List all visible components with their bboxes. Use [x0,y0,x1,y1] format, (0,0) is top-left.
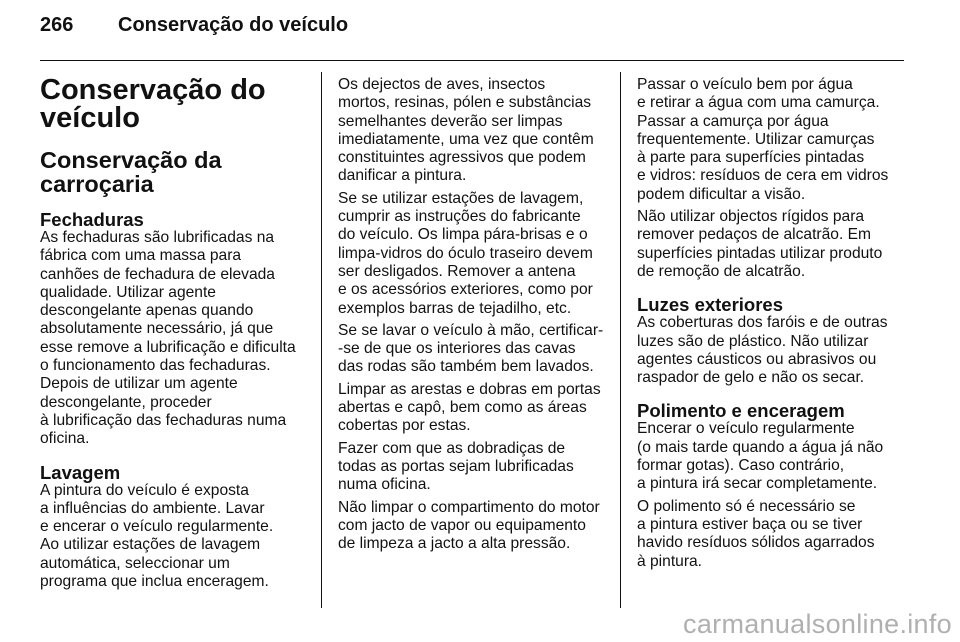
column-divider-1 [321,72,322,608]
paragraph-edges: Limpar as arestas e dobras em portas abertas e capô, bem como as áreas cobertas por estas. [338,380,601,435]
header-rule [40,60,904,61]
column-3 [637,76,901,585]
paragraph-engine: Não limpar o compartimento do motor com jacto de vapor ou equipamento de limpeza a jacto a alta pressão. [338,498,600,553]
paragraph-rinse: Passar o veículo bem por água e retirar a água com uma camurça. Passar a camurça por água frequentemente. Utilizar camurças à parte para superfícies pintadas e vidros: resíduos de cera em vidros podem dificultar a visão. [637,76,889,203]
page-number: 266 [40,14,74,36]
section-title: Conservação da carroçaria [40,147,222,197]
chapter-title: Conservação do veículo [40,74,266,134]
paragraph-hand-wash: Se se lavar o veículo à mão, certificar- -se de que os interiores das cavas das rodas são também bem lavados. [338,321,604,376]
locks-section [40,210,310,449]
running-title: Conservação do veículo [118,14,349,36]
paragraph-tar: Não utilizar objectos rígidos para remover pedaços de alcatrão. Em superfícies pintadas utilizar produto de remoção de alcatrão. [637,208,883,280]
locks-text: As fechaduras são lubrificadas na fábrica com uma massa para canhões de fechadura de elevada qualidade. Utilizar agente descongelante apenas quando absolutamente necessário, já que esse remove a lubrificação e dificulta o funcionamento das fechaduras. Depois de utilizar um agente descongelante, proceder à lubrificação das fechaduras numa oficina. [40,229,296,448]
polishing-text-1: Encerar o veículo regularmente (o mais tarde quando a água já não formar gotas). Caso contrário, a pintura irá secar completamente. [637,420,884,493]
page-header [40,14,348,48]
column-2 [338,76,604,557]
column-divider-2 [620,72,621,608]
watermark: carmanualsonline.info [683,609,952,639]
exterior-lights-text: As coberturas dos faróis e de outras luzes são de plástico. Não utilizar agentes cáusticos ou abrasivos ou raspador de gelo e não os secar. [637,314,888,387]
polishing-section [637,401,901,570]
paragraph-hinges: Fazer com que as dobradiças de todas as portas sejam lubrificadas numa oficina. [338,439,574,494]
washing-section [40,463,310,592]
polishing-text-2: O polimento só é necessário se a pintura estiver baça ou se tiver havido resíduos sólidos agarrados à pintura. [637,497,875,570]
washing-heading: Lavagem [40,461,121,483]
locks-heading: Fechaduras [40,209,144,230]
paragraph-car-wash: Se se utilizar estações de lavagem, cumprir as instruções do fabricante do veículo. Os limpa pára-brisas e o limpa-vidros do óculo traseiro devem ser desligados. Remover a antena e os acessórios exteriores, como por exemplos barras de tejadilho, etc. [338,189,593,317]
paragraph-bird-droppings: Os dejectos de aves, insectos mortos, resinas, pólen e substâncias semelhantes deverão ser limpas imediatamente, uma vez que contêm constituintes agressivos que podem danificar a pintura. [338,76,594,185]
washing-text: A pintura do veículo é exposta a influências do ambiente. Lavar e encerar o veículo regularmente. Ao utilizar estações de lavagem automática, seleccionar um programa que inclua enceragem. [40,481,274,591]
exterior-lights-heading: Luzes exteriores [637,294,784,316]
exterior-lights-section [637,295,901,387]
polishing-heading: Polimento e enceragem [637,400,845,422]
column-1 [40,76,310,605]
